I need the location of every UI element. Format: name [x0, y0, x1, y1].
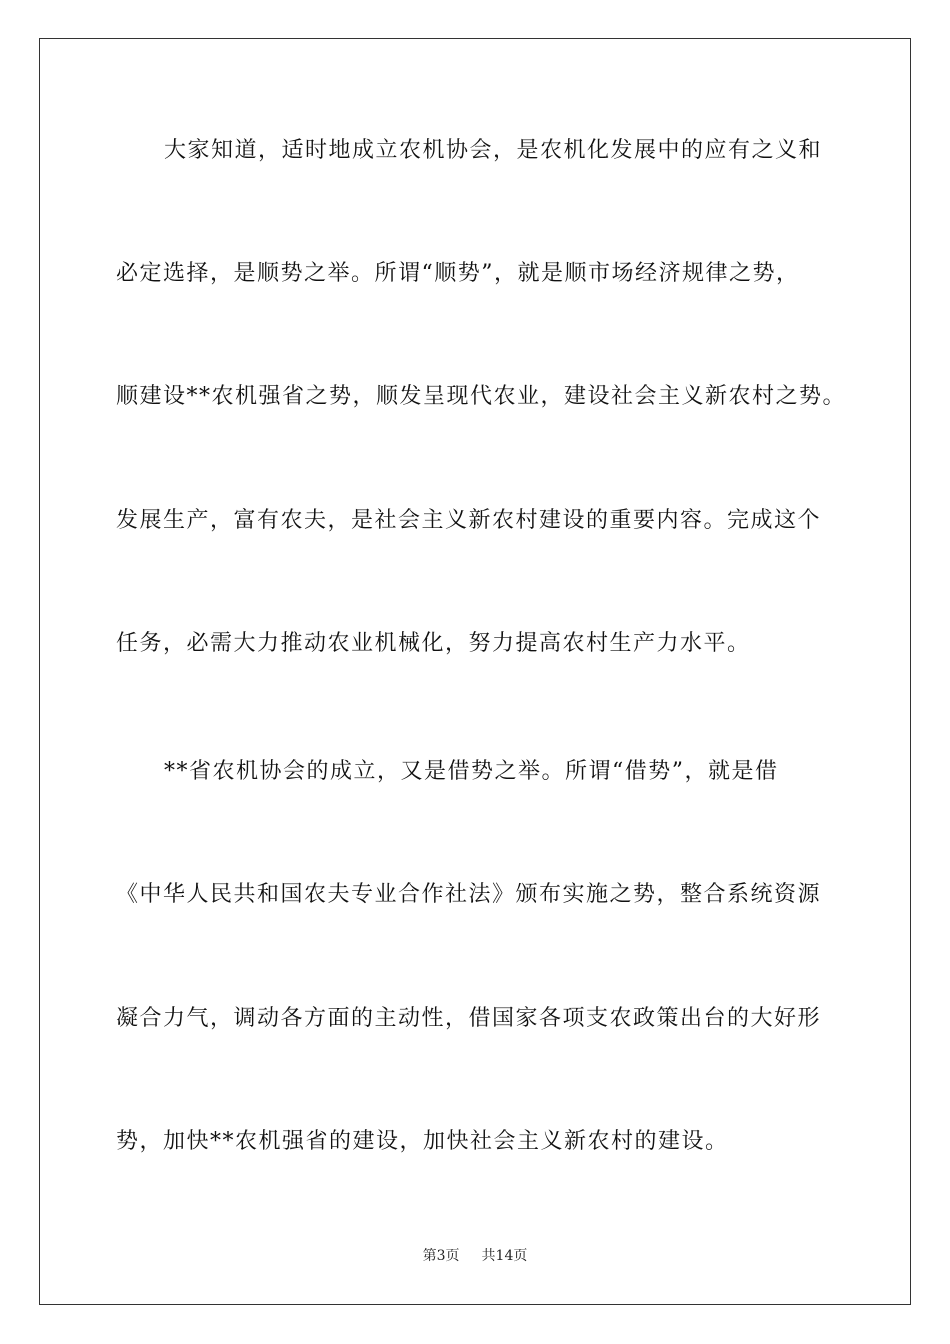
paragraph-2-line-3: 凝合力气，调动各方面的主动性，借国家各项支农政策出台的大好形 — [116, 1006, 822, 1031]
paragraph-1-line-5: 任务，必需大力推动农业机械化，努力提高农村生产力水平。 — [116, 631, 751, 656]
paragraph-2-line-1: **省农机协会的成立，又是借势之举。所谓“借势”，就是借 — [164, 759, 779, 784]
paragraph-1-line-3: 顺建设**农机强省之势，顺发呈现代农业，建设社会主义新农村之势。 — [116, 384, 847, 409]
paragraph-1-line-2: 必定选择，是顺势之举。所谓“顺势”，就是顺市场经济规律之势， — [116, 261, 800, 286]
paragraph-1-line-1: 大家知道，适时地成立农机协会，是农机化发展中的应有之义和 — [164, 138, 823, 163]
page-number: 第3页 — [422, 1248, 460, 1264]
total-pages: 共14页 — [481, 1248, 528, 1264]
paragraph-2-line-4: 势，加快**农机强省的建设，加快社会主义新农村的建设。 — [116, 1129, 729, 1154]
paragraph-1-line-4: 发展生产，富有农夫，是社会主义新农村建设的重要内容。完成这个 — [116, 508, 822, 533]
page-footer — [0, 1247, 950, 1265]
paragraph-2-line-2: 《中华人民共和国农夫专业合作社法》颁布实施之势，整合系统资源 — [116, 882, 822, 907]
page-border — [39, 38, 911, 1305]
